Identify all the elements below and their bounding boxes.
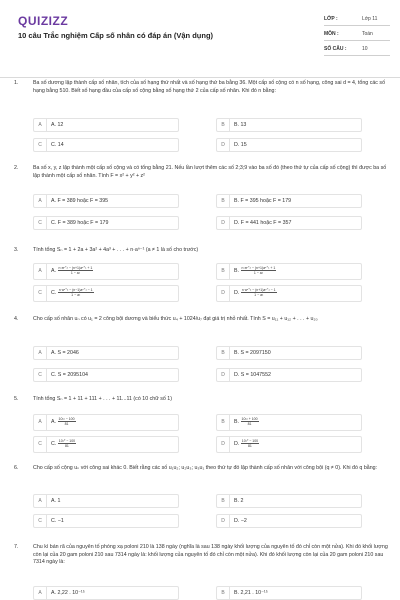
option-value (51, 264, 93, 279)
option-a[interactable] (33, 118, 179, 132)
option-a[interactable] (33, 494, 179, 508)
option-fraction (58, 439, 76, 448)
option-fraction (241, 266, 277, 275)
fraction-numerator: n·aⁿ⁺² − (n−1)aⁿ⁺¹ − 1 (58, 288, 93, 293)
option-b[interactable] (216, 263, 362, 280)
option-b[interactable] (216, 586, 362, 600)
option-letter: A (34, 195, 47, 207)
meta-value: 10 (362, 46, 368, 52)
option-value (234, 437, 259, 452)
option-b[interactable] (216, 118, 362, 132)
fraction-numerator: 10¹⁰ − 100 (241, 439, 259, 444)
option-label: B. F = 395 hoặc F = 179 (234, 198, 292, 204)
option-a[interactable] (33, 414, 179, 431)
option-label: A. 1 (51, 498, 61, 504)
option-fraction (58, 288, 94, 297)
question-text: Chu kì bán rã của nguyên tố phóng xạ poloni 210 là 138 ngày (nghĩa là sau 138 ngày khối lượng của nguyên tố đó chỉ còn một nửa). Khi đó khối lượng còn lại của 20 gam poloni 210 sau 7314 ngày là: khối lượng của nguyên tố đó chỉ còn một nửa). Khi đó khối lượng còn lại của 20 gam poloni 210 sau 7314 ngày là: (33, 544, 388, 565)
fraction-numerator: n·aⁿ⁺² − (n+1)aⁿ⁺¹ − 1 (241, 288, 276, 293)
question-text: Ba số dương lập thành cấp số nhân, tích của số hạng thứ nhất và số hạng thứ ba bằng 36. Một cấp số cộng có n số hạng, công sai d = 4, tổng các số hạng bằng 510. Biết số hạng đầu của cấp số cộng bằng số hạng thứ 2 của cấp số nhân. Khi đó n bằng: (33, 80, 386, 94)
option-d[interactable] (216, 138, 362, 152)
meta-key: MÔN : (324, 31, 339, 37)
option-d[interactable] (216, 436, 362, 453)
option-letter: D (217, 515, 230, 527)
option-label: A. 12 (51, 122, 64, 128)
fraction-denominator: 1 − a² (253, 271, 263, 276)
option-letter: C (34, 515, 47, 527)
question-number: 7. (14, 544, 19, 550)
option-value (234, 264, 276, 279)
fraction-numerator: 10¹¹ + 100 (241, 417, 258, 422)
meta-key: LỚP : (324, 16, 338, 22)
question-number: 2. (14, 165, 19, 171)
option-letter: B (217, 495, 230, 507)
option-label: D. S = 1047552 (234, 372, 271, 378)
option-label: B. 2 (234, 498, 244, 504)
option-label: D. 15 (234, 142, 247, 148)
option-letter: B (217, 119, 230, 131)
fraction-denominator: 81 (64, 444, 69, 449)
fraction-denominator: 1 − a² (70, 271, 80, 276)
option-c[interactable] (33, 514, 179, 528)
meta-underline (324, 55, 390, 56)
option-label: D. (234, 441, 240, 447)
fraction-numerator: 10¹¹ − 100 (58, 417, 75, 422)
fraction-numerator: n·aⁿ⁺² − (n+1)aⁿ⁺¹ + 1 (241, 266, 276, 271)
option-label: D. −2 (234, 518, 247, 524)
option-label: B. S = 2097150 (234, 350, 271, 356)
meta-underline (324, 40, 390, 41)
option-letter: C (34, 369, 47, 381)
quiz-header (0, 0, 400, 80)
fraction-denominator: 81 (247, 422, 252, 427)
option-fraction (241, 417, 259, 426)
fraction-denominator: 1 − a² (254, 293, 264, 298)
option-letter: A (34, 264, 47, 279)
question-number: 3. (14, 247, 19, 253)
header-divider (0, 77, 400, 78)
option-label: B. (234, 268, 240, 274)
option-c[interactable] (33, 285, 179, 302)
option-label: C. −1 (51, 518, 64, 524)
option-letter: B (217, 415, 230, 430)
quizizz-logo[interactable]: QUIZIZZ (18, 14, 69, 28)
option-d[interactable] (216, 216, 362, 230)
option-label: A. 2,22 . 10⁻¹⁵ (51, 590, 85, 596)
option-letter: C (34, 139, 47, 151)
option-value (234, 286, 277, 301)
question-text: Ba số x, y, z lập thành một cấp số cộng và có tổng bằng 21. Nếu lần lượt thêm các số 2;3;9 vào ba số đó (theo thứ tự của cấp số cộng) thì được ba số lập thành một cấp số nhân. Tính F = x² + y² + z² (33, 165, 387, 179)
option-d[interactable] (216, 368, 362, 382)
fraction-denominator: 81 (64, 422, 69, 427)
option-label: B. (234, 419, 240, 425)
page-title: 10 câu Trắc nghiệm Cấp số nhân có đáp án (Vận dụng) (18, 31, 214, 40)
option-label: D. (234, 290, 240, 296)
option-label: C. (51, 290, 57, 296)
fraction-numerator: 10¹⁰ − 100 (58, 439, 76, 444)
meta-underline (324, 25, 390, 26)
option-b[interactable] (216, 414, 362, 431)
question-number: 6. (14, 465, 19, 471)
option-c[interactable] (33, 138, 179, 152)
option-d[interactable] (216, 285, 362, 302)
option-b[interactable] (216, 194, 362, 208)
option-label: B. 2,21 . 10⁻¹⁵ (234, 590, 268, 596)
option-a[interactable] (33, 194, 179, 208)
question-text: Tính tổng Sₙ = 1 + 11 + 111 + . . . + 11...11 (có 10 chữ số 1) (33, 396, 172, 402)
option-label: A. S = 2046 (51, 350, 79, 356)
option-label: B. 13 (234, 122, 247, 128)
option-d[interactable] (216, 514, 362, 528)
option-letter: B (217, 195, 230, 207)
option-a[interactable] (33, 263, 179, 280)
question-text: Cho cấp số cộng uₙ với công sai khác 0. Biết rằng các số u₁u₂; u₂u₃; u₃u₁ theo thứ tự đó lập thành cấp số nhân với công bội (q ≠ 0). Khi đó q bằng: (33, 465, 378, 471)
option-fraction (241, 439, 259, 448)
option-c[interactable] (33, 436, 179, 453)
option-letter: D (217, 286, 230, 301)
meta-value: Toán (362, 31, 373, 37)
option-letter: D (217, 217, 230, 229)
option-label: C. (51, 441, 57, 447)
option-letter: D (217, 437, 230, 452)
option-value (51, 415, 76, 430)
option-letter: B (217, 587, 230, 599)
option-letter: C (34, 217, 47, 229)
option-b[interactable] (216, 346, 362, 360)
option-fraction (58, 266, 94, 275)
option-value (234, 415, 259, 430)
option-value (51, 286, 94, 301)
fraction-denominator: 81 (247, 444, 252, 449)
option-letter: D (217, 139, 230, 151)
question-number: 1. (14, 80, 19, 86)
option-letter: B (217, 347, 230, 359)
option-a[interactable] (33, 346, 179, 360)
option-value (51, 437, 76, 452)
meta-value: Lớp 11 (362, 16, 378, 22)
question-text: Cho cấp số nhân uₙ có u₁ = 2 công bội dương và biểu thức u₄ + 1024/u₇ đạt giá trị nhỏ nhất. Tính S = u₁₁ + u₁₂ + . . . + u₂₀ (33, 316, 318, 322)
option-letter: A (34, 347, 47, 359)
fraction-denominator: 1 − a² (71, 293, 81, 298)
option-label: D. F = 441 hoặc F = 357 (234, 220, 292, 226)
option-a[interactable] (33, 586, 179, 600)
option-label: A. (51, 268, 57, 274)
question-number: 5. (14, 396, 19, 402)
option-letter: C (34, 286, 47, 301)
option-letter: A (34, 587, 47, 599)
option-fraction (58, 417, 76, 426)
option-letter: B (217, 264, 230, 279)
fraction-numerator: n·aⁿ⁺² − (n+1)aⁿ⁺¹ + 1 (58, 266, 93, 271)
meta-key: SỐ CÂU : (324, 46, 347, 52)
option-label: A. F = 389 hoặc F = 395 (51, 198, 109, 204)
option-letter: A (34, 119, 47, 131)
question-text: Tính tổng Sₙ = 1 + 2a + 3a² + 4a³ + . . . + n·aⁿ⁻¹ (a ≠ 1 là số cho trước) (33, 247, 199, 253)
option-b[interactable] (216, 494, 362, 508)
option-letter: C (34, 437, 47, 452)
option-label: C. 14 (51, 142, 64, 148)
option-letter: A (34, 415, 47, 430)
option-c[interactable] (33, 368, 179, 382)
option-letter: A (34, 495, 47, 507)
option-letter: D (217, 369, 230, 381)
option-label: C. S = 2095104 (51, 372, 88, 378)
option-label: A. (51, 419, 57, 425)
question-number: 4. (14, 316, 19, 322)
option-label: C. F = 389 hoặc F = 179 (51, 220, 109, 226)
option-c[interactable] (33, 216, 179, 230)
option-fraction (241, 288, 277, 297)
